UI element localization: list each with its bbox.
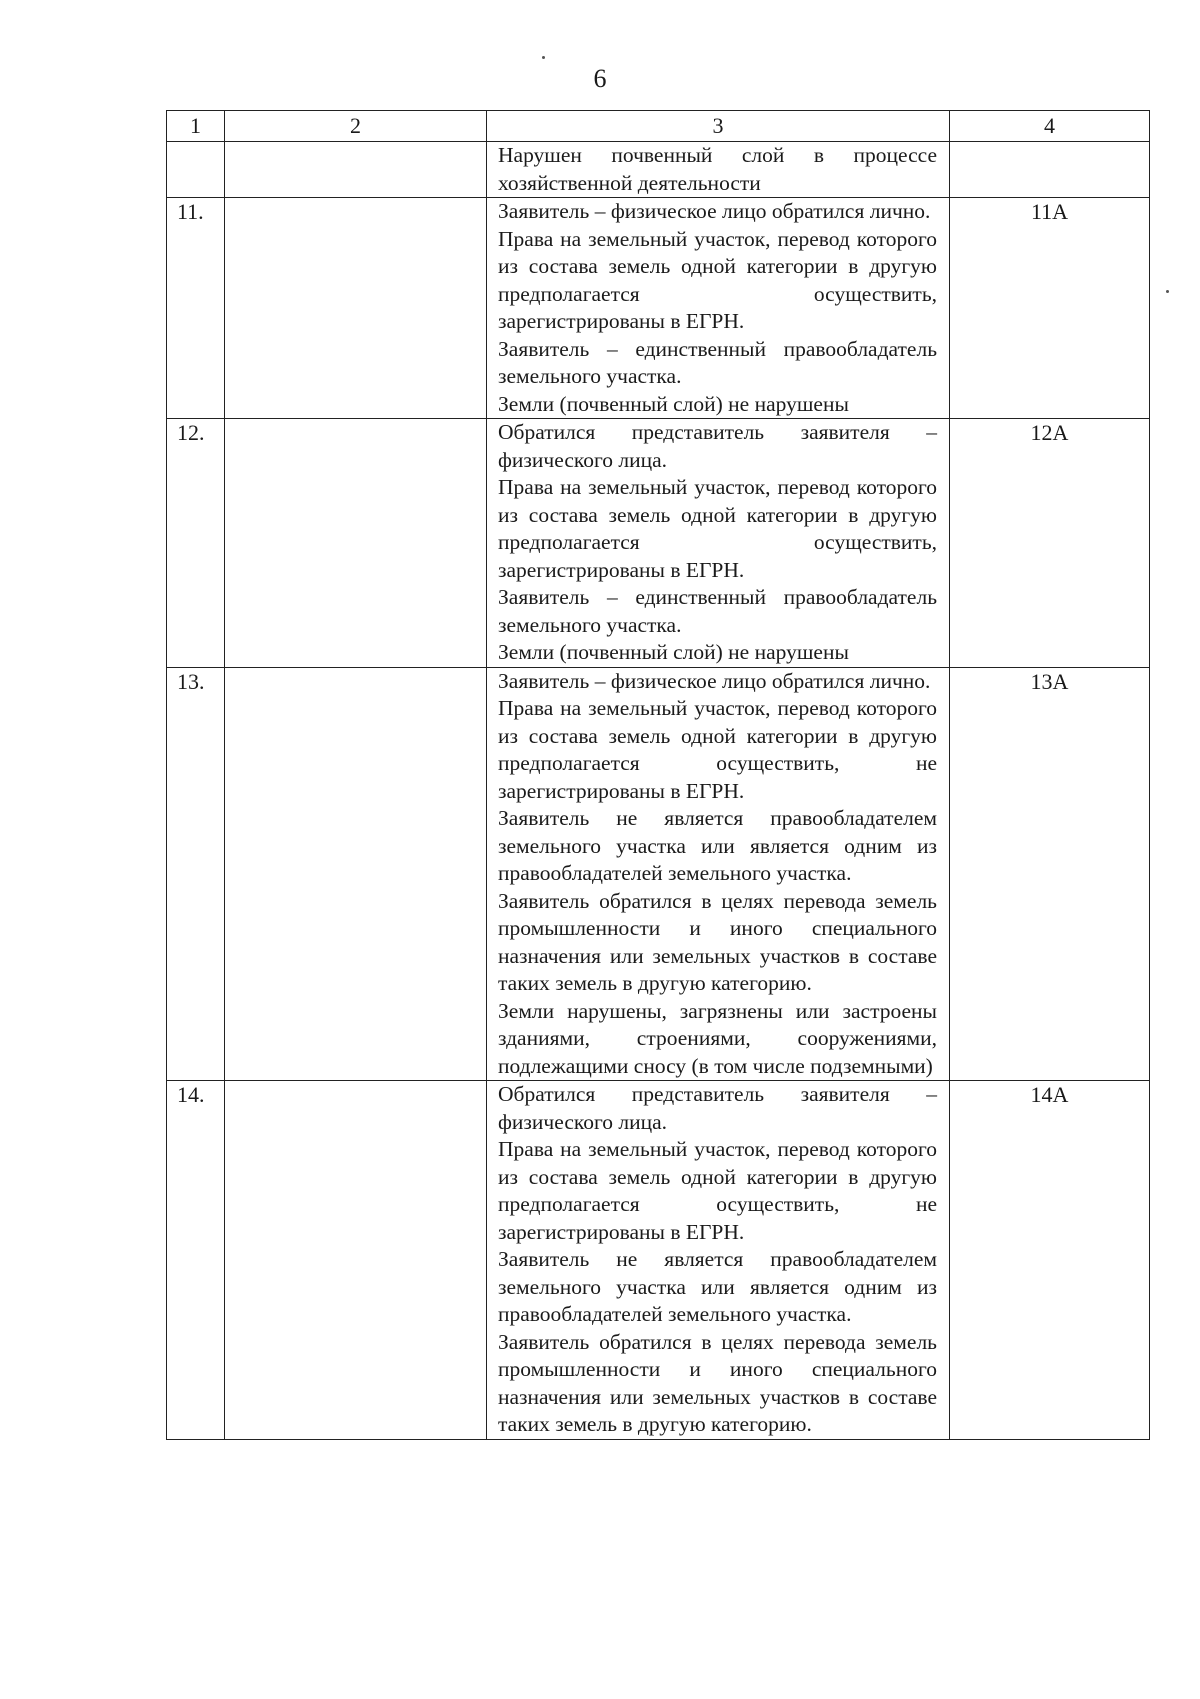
condition-line: Права на земельный участок, перевод которого из состава земель одной категории в другую предполагается осуществить, зарегистрированы в ЕГРН.: [498, 475, 937, 582]
scan-speck: [1166, 290, 1169, 293]
row-variant-code: 11А: [950, 198, 1150, 419]
condition-line: Заявитель обратился в целях перевода земель промышленности и иного специального назначения или земельных участков в составе таких земель в другую категорию.: [498, 888, 937, 995]
condition-line: Земли (почвенный слой) не нарушены: [498, 391, 849, 416]
page-number: 6: [593, 64, 607, 93]
condition-line: Обратился представитель заявителя – физического лица.: [498, 420, 937, 472]
row-number: 12.: [167, 419, 225, 668]
table-row: [167, 142, 1150, 198]
row-number: 13.: [167, 667, 225, 1081]
condition-line: Заявитель – единственный правообладатель земельного участка.: [498, 585, 937, 637]
conditions-table: [166, 110, 1150, 1440]
row-column-2: [225, 1081, 487, 1440]
row-column-2: [225, 419, 487, 668]
row-number: 11.: [167, 198, 225, 419]
condition-line: Заявитель – физическое лицо обратился лично.: [498, 199, 931, 223]
scan-speck: [542, 56, 545, 59]
condition-line: Земли (почвенный слой) не нарушены: [498, 640, 849, 664]
row-column-2: [225, 142, 487, 198]
condition-line: Заявитель – единственный правообладатель земельного участка.: [498, 336, 937, 388]
condition-line: Заявитель – физическое лицо обратился лично.: [498, 668, 931, 693]
row-variant-code: [950, 142, 1150, 198]
row-variant-code: 14А: [950, 1081, 1150, 1440]
table-row: [167, 1081, 1150, 1440]
condition-line: Права на земельный участок, перевод которого из состава земель одной категории в другую предполагается осуществить, не зарегистрированы в ЕГРН.: [498, 696, 937, 803]
row-number: 14.: [167, 1081, 225, 1440]
table-row: [167, 198, 1150, 419]
header-cell-4: 4: [950, 111, 1150, 142]
table-row: [167, 667, 1150, 1081]
row-number: [167, 142, 225, 198]
condition-line: Заявитель не является правообладателем земельного участка или является одним из правообладателей земельного участка.: [498, 1247, 937, 1326]
condition-line: Нарушен почвенный слой в процессе хозяйственной деятельности: [498, 143, 937, 195]
row-conditions: [487, 198, 950, 419]
row-conditions: [487, 419, 950, 668]
row-conditions: [487, 142, 950, 198]
condition-line: Права на земельный участок, перевод которого из состава земель одной категории в другую предполагается осуществить, зарегистрированы в ЕГРН.: [498, 226, 937, 333]
header-cell-2: 2: [225, 111, 487, 142]
condition-line: Заявитель обратился в целях перевода земель промышленности и иного специального назначения или земельных участков в составе таких земель в другую категорию.: [498, 1329, 937, 1436]
row-variant-code: 13А: [950, 667, 1150, 1081]
row-variant-code: 12А: [950, 419, 1150, 668]
header-cell-1: 1: [167, 111, 225, 142]
condition-line: Обратился представитель заявителя – физического лица.: [498, 1082, 937, 1134]
row-column-2: [225, 198, 487, 419]
header-cell-3: 3: [487, 111, 950, 142]
row-conditions: [487, 667, 950, 1081]
condition-line: Права на земельный участок, перевод которого из состава земель одной категории в другую предполагается осуществить, не зарегистрированы в ЕГРН.: [498, 1137, 937, 1244]
condition-line: Земли нарушены, загрязнены или застроены зданиями, строениями, сооружениями, подлежащими сносу (в том числе подземными): [498, 998, 937, 1078]
condition-line: Заявитель не является правообладателем земельного участка или является одним из правообладателей земельного участка.: [498, 806, 937, 885]
row-column-2: [225, 667, 487, 1081]
table-row: [167, 419, 1150, 668]
table-header-row: [167, 111, 1150, 142]
row-conditions: [487, 1081, 950, 1440]
